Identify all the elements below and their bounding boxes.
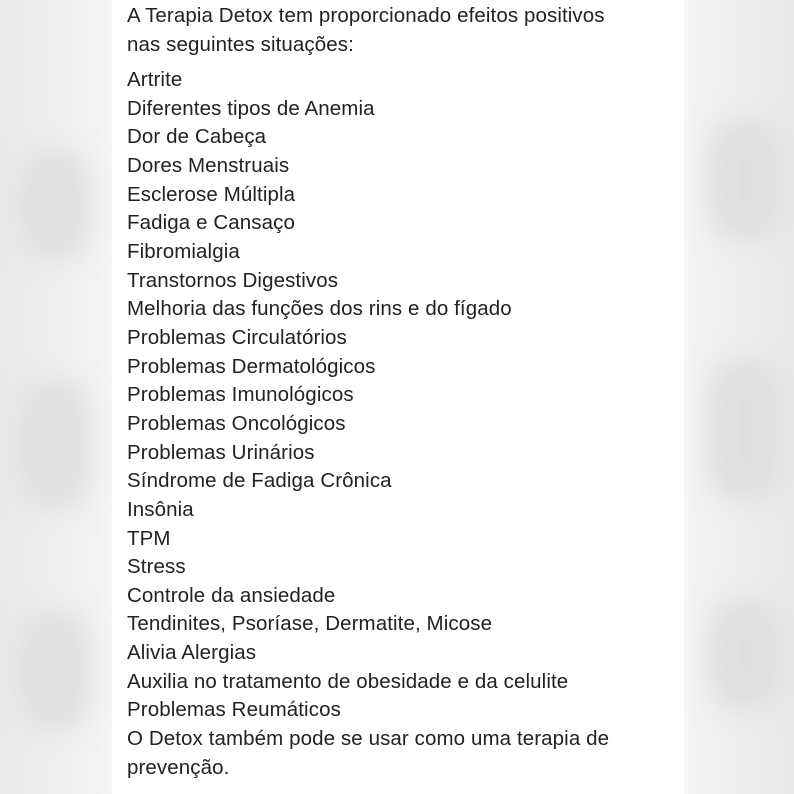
list-item: Tendinites, Psoríase, Dermatite, Micose (127, 612, 493, 636)
list-item: Problemas Urinários (127, 440, 315, 464)
blurred-backdrop-right (684, 0, 794, 794)
list-item: Insônia (127, 497, 194, 521)
list-item: Problemas Dermatológicos (127, 354, 376, 378)
list-item: TPM (127, 526, 171, 550)
post-card (112, 0, 684, 794)
list-item: Melhoria das funções dos rins e do fígado (127, 297, 512, 321)
closing-paragraph (127, 725, 672, 782)
list-item: Síndrome de Fadiga Crônica (127, 469, 392, 493)
list-item: Fadiga e Cansaço (127, 211, 295, 235)
closing-line: O Detox também pode se usar como uma terapia de (127, 727, 610, 751)
list-item: Transtornos Digestivos (127, 268, 339, 292)
list-item: Dores Menstruais (127, 153, 290, 177)
list-item: Controle da ansiedade (127, 583, 336, 607)
list-item: Problemas Imunológicos (127, 383, 354, 407)
list-item: Problemas Reumáticos (127, 698, 341, 722)
list-item: Fibromialgia (127, 239, 240, 263)
list-item: Dor de Cabeça (127, 125, 267, 149)
list-item: Alivia Alergias (127, 641, 257, 665)
closing-line: prevenção. (127, 755, 230, 779)
intro-paragraph (127, 2, 672, 59)
list-item: Diferentes tipos de Anemia (127, 96, 375, 120)
list-item: Auxilia no tratamento de obesidade e da celulite (127, 669, 569, 693)
list-item: Artrite (127, 68, 183, 91)
post-text (127, 2, 672, 782)
list-item: Esclerose Múltipla (127, 182, 296, 206)
list-item: Problemas Circulatórios (127, 325, 347, 349)
intro-line: A Terapia Detox tem proporcionado efeitos positivos (127, 4, 605, 27)
conditions-list (127, 66, 672, 725)
list-item: Stress (127, 555, 186, 579)
intro-line: nas seguintes situações: (127, 32, 354, 56)
list-item: Problemas Oncológicos (127, 411, 346, 435)
blurred-backdrop-left (0, 0, 112, 794)
